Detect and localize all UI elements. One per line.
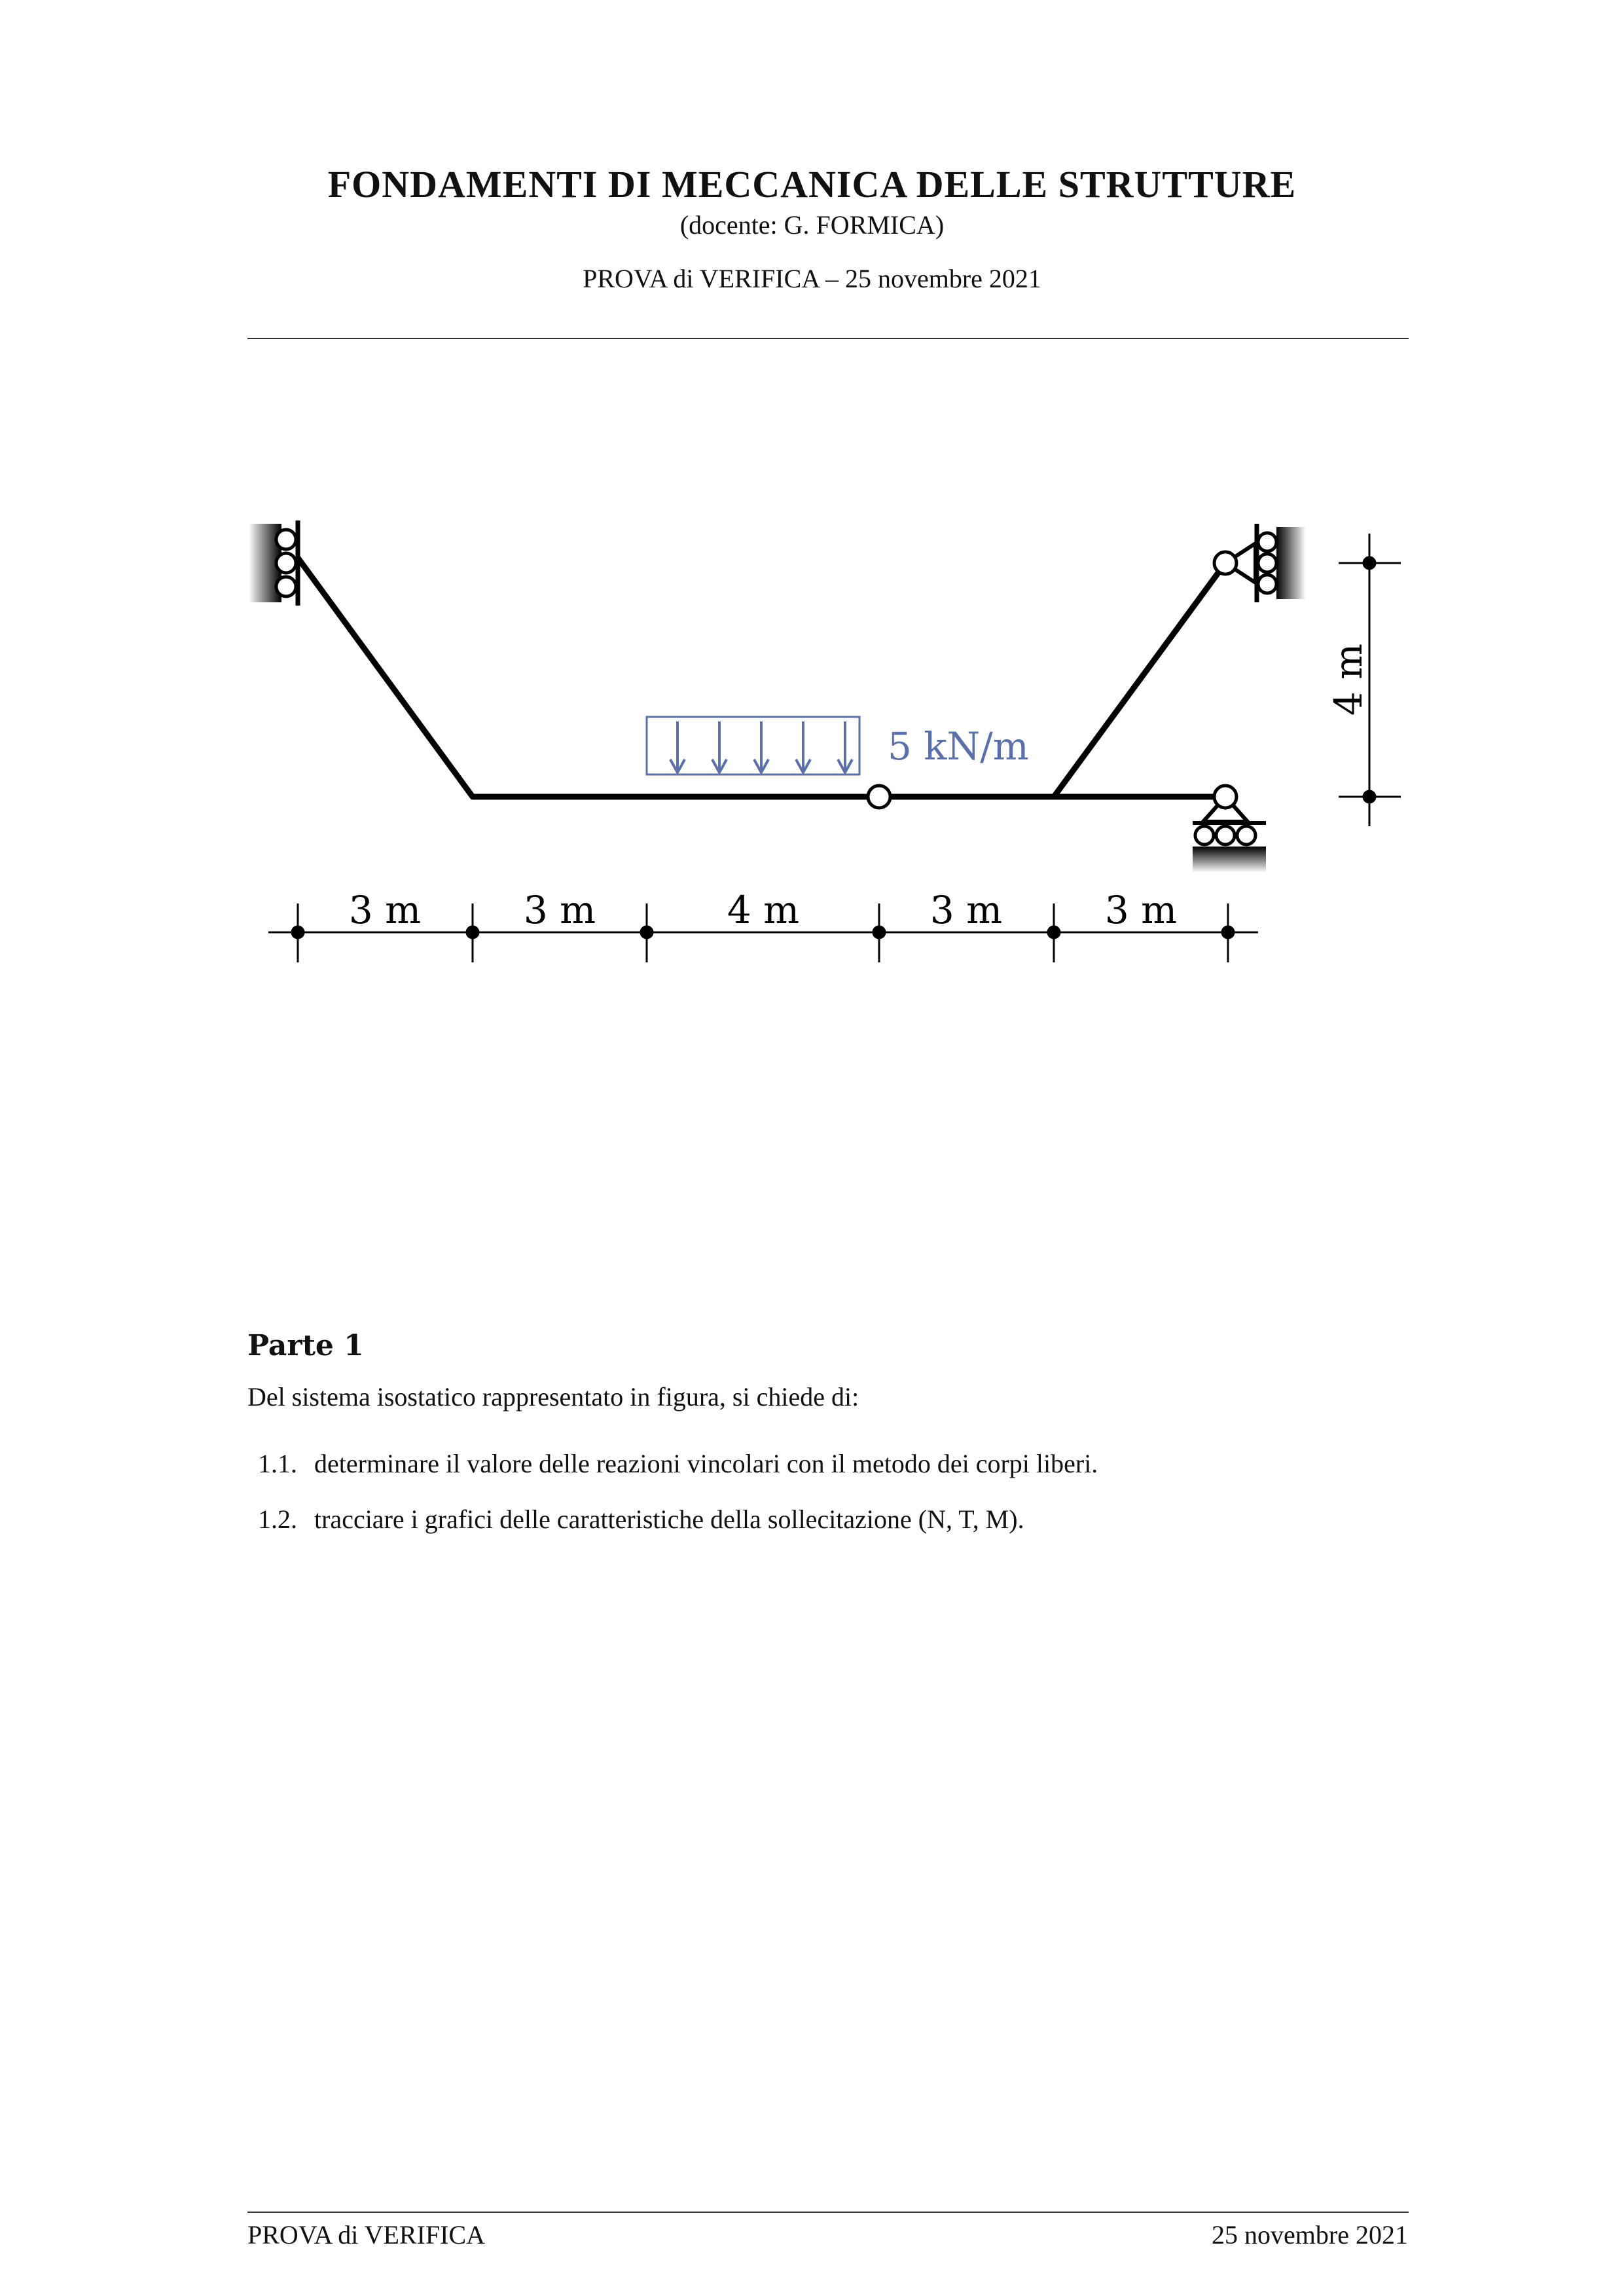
roller-support-left-icon — [249, 520, 298, 606]
structure-diagram — [0, 0, 1624, 1048]
dim-label-4: 3 m — [929, 888, 1003, 932]
dim-label-5: 3 m — [1104, 888, 1178, 932]
exam-line: PROVA di VERIFICA – 25 novembre 2021 — [583, 264, 1041, 293]
list-item — [258, 1448, 1098, 1479]
task-number: 1.1. — [258, 1449, 297, 1478]
task-number: 1.2. — [258, 1504, 297, 1534]
dim-label-2: 3 m — [523, 888, 596, 932]
footer-right: 25 novembre 2021 — [1212, 2220, 1408, 2250]
footer-left: PROVA di VERIFICA — [247, 2220, 486, 2250]
load-label: 5 kN/m — [888, 724, 1029, 769]
list-item — [258, 1504, 1098, 1535]
part-intro: Del sistema isostatico rappresentato in figura, si chiede di: — [247, 1382, 859, 1412]
instructor-line: (docente: G. FORMICA) — [679, 210, 945, 240]
right-strut — [1054, 563, 1225, 797]
distributed-load — [647, 717, 859, 774]
height-label: 4 m — [1326, 643, 1371, 716]
dim-label-1: 3 m — [348, 888, 422, 932]
hinge-icon — [868, 786, 890, 808]
part-title: Parte 1 — [247, 1329, 364, 1362]
task-text: determinare il valore delle reazioni vincolari con il metodo dei corpi liberi. — [314, 1449, 1098, 1478]
task-text: tracciare i grafici delle caratteristiche della sollecitazione (N, T, M). — [314, 1504, 1024, 1534]
task-list — [258, 1448, 1098, 1559]
footer-rule — [247, 2212, 1409, 2213]
roller-support-top-right-icon — [1214, 524, 1306, 602]
document-title: FONDAMENTI DI MECCANICA DELLE STRUTTURE — [327, 163, 1297, 206]
dim-label-3: 4 m — [727, 888, 800, 932]
